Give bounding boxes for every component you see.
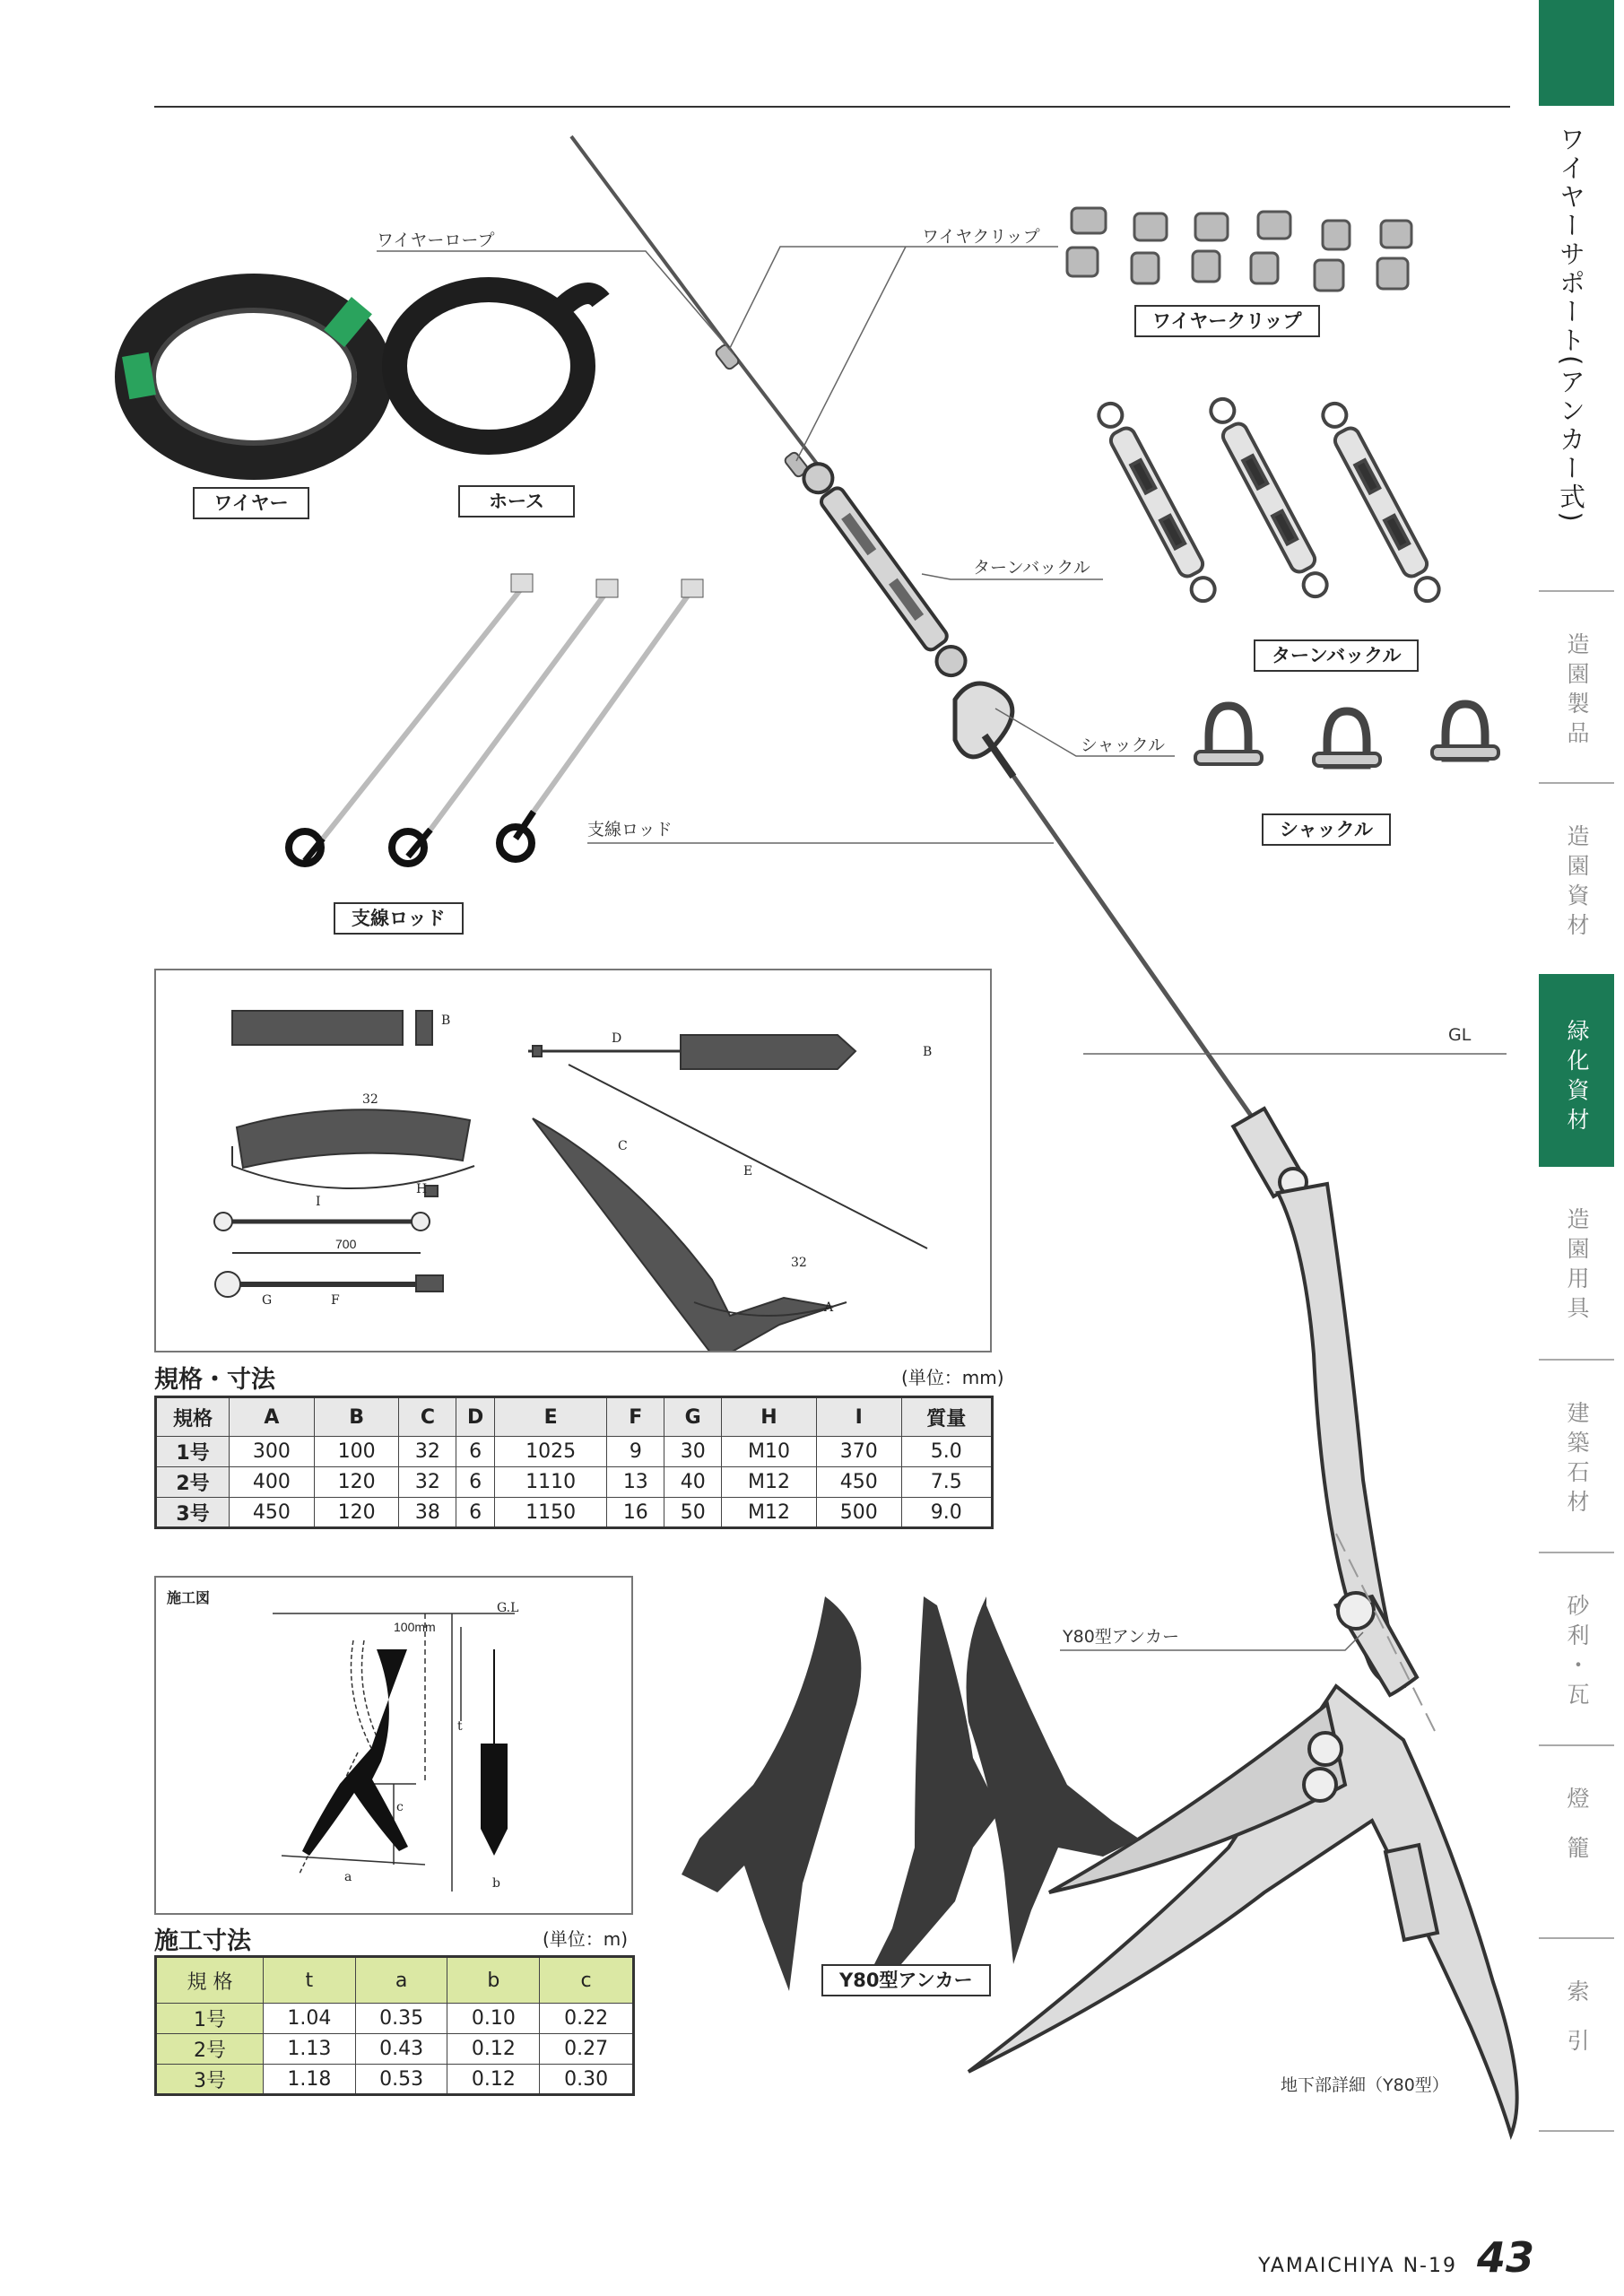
spec-cell: 500 xyxy=(816,1498,901,1528)
spec-cell: 450 xyxy=(816,1467,901,1498)
spec-cell: 9 xyxy=(607,1437,664,1467)
spec-header-row xyxy=(156,1397,993,1437)
spec-cell: 1110 xyxy=(494,1467,607,1498)
y80-anchor-underground xyxy=(968,1184,1517,2135)
label-turnbuckle: ターンバックル xyxy=(1254,639,1419,672)
spec-header-cell: F xyxy=(607,1397,664,1437)
callout-gl: GL xyxy=(1448,1025,1472,1045)
dim-h: H xyxy=(416,1182,428,1196)
work-cell: 0.27 xyxy=(540,2034,634,2065)
dim-f: F xyxy=(331,1293,340,1308)
spec-cell: 1150 xyxy=(494,1498,607,1528)
spec-header-cell: C xyxy=(399,1397,456,1437)
label-guy-rod: 支線ロッド xyxy=(334,902,464,935)
dimension-drawing xyxy=(156,970,990,1351)
spec-table xyxy=(154,1396,994,1529)
spec-cell: 13 xyxy=(607,1467,664,1498)
dimension-drawing-panel xyxy=(154,969,992,1352)
spec-cell: 32 xyxy=(399,1467,456,1498)
construction-drawing xyxy=(156,1578,631,1913)
spec-cell: M12 xyxy=(722,1498,817,1528)
wire-coil-photo xyxy=(122,291,375,462)
spec-cell: 1025 xyxy=(494,1437,607,1467)
spec-cell: 32 xyxy=(399,1437,456,1467)
work-table xyxy=(154,1955,635,2096)
work-cell: 0.43 xyxy=(355,2034,447,2065)
dim-b-2: B xyxy=(923,1045,933,1059)
work-cell: 0.53 xyxy=(355,2065,447,2095)
spec-cell: M12 xyxy=(722,1467,817,1498)
spec-header-cell: A xyxy=(230,1397,315,1437)
dim-a: A xyxy=(824,1300,834,1315)
work-cell: 0.10 xyxy=(447,2004,540,2034)
work-title: 施工寸法 xyxy=(154,1927,251,1955)
construction-diagram-title: 施工図 xyxy=(167,1589,211,1606)
spec-cell: 300 xyxy=(230,1437,315,1467)
work-cell: 1号 xyxy=(156,2004,264,2034)
table-row xyxy=(156,1498,993,1528)
spec-cell: M10 xyxy=(722,1437,817,1467)
label-wire: ワイヤー xyxy=(193,487,309,519)
spec-cell: 400 xyxy=(230,1467,315,1498)
spec-cell: 50 xyxy=(664,1498,722,1528)
spec-cell: 450 xyxy=(230,1498,315,1528)
work-header-cell: a xyxy=(355,1957,447,2004)
callout-shackle: シャックル xyxy=(1081,735,1166,755)
label-shackle: シャックル xyxy=(1262,813,1391,846)
spec-cell: 2号 xyxy=(156,1467,230,1498)
tab-ryokuka-shizai[interactable]: 緑化資材 xyxy=(1539,974,1614,1167)
wire-clips-photo xyxy=(1067,208,1411,291)
caption-underground-detail: 地下部詳細（Y80型） xyxy=(1281,2075,1449,2095)
page-footer xyxy=(1258,2233,1534,2282)
y80-anchors-photo xyxy=(682,1596,1139,1991)
spec-header-cell: 質量 xyxy=(901,1397,992,1437)
label-y80-anchor: Y80型アンカー xyxy=(821,1964,991,1996)
dim-32-a: 32 xyxy=(362,1092,378,1107)
work-cell: 0.12 xyxy=(447,2034,540,2065)
spec-unit: (単位：mm) xyxy=(901,1367,1004,1388)
work-header-cell: c xyxy=(540,1957,634,2004)
tab-zouen-shizai[interactable]: 造園資材 xyxy=(1564,824,1590,943)
dim-e: E xyxy=(743,1164,753,1178)
spec-cell: 370 xyxy=(816,1437,901,1467)
spec-cell: 120 xyxy=(314,1467,399,1498)
construction-c: c xyxy=(396,1800,404,1814)
hose-photo xyxy=(395,290,601,442)
work-cell: 0.35 xyxy=(355,2004,447,2034)
work-header-cell: 規 格 xyxy=(156,1957,264,2004)
work-cell: 0.12 xyxy=(447,2065,540,2095)
work-header-row xyxy=(156,1957,634,2004)
spec-cell: 120 xyxy=(314,1498,399,1528)
spec-cell: 7.5 xyxy=(901,1467,992,1498)
callout-wire-rope: ワイヤーロープ xyxy=(377,230,495,250)
spec-cell: 9.0 xyxy=(901,1498,992,1528)
construction-a: a xyxy=(344,1870,352,1884)
construction-diagram-panel xyxy=(154,1576,633,1915)
table-row xyxy=(156,1467,993,1498)
spec-cell: 5.0 xyxy=(901,1437,992,1467)
spec-header-cell: H xyxy=(722,1397,817,1437)
spec-header-cell: G xyxy=(664,1397,722,1437)
table-row xyxy=(156,1437,993,1467)
spec-cell: 30 xyxy=(664,1437,722,1467)
spec-header-cell: I xyxy=(816,1397,901,1437)
spec-title: 規格・寸法 xyxy=(154,1366,275,1394)
tab-jari-kawara[interactable]: 砂利・瓦 xyxy=(1564,1594,1590,1712)
work-header-cell: b xyxy=(447,1957,540,2004)
work-unit: (単位：m) xyxy=(543,1928,629,1950)
spec-cell: 6 xyxy=(456,1498,494,1528)
section-title: ワイヤーサポート(アンカー式) xyxy=(1556,126,1586,525)
spec-header-cell: 規格 xyxy=(156,1397,230,1437)
shackles-photo xyxy=(1195,704,1498,766)
work-header-cell: t xyxy=(264,1957,356,2004)
work-cell: 3号 xyxy=(156,2065,264,2095)
work-cell: 2号 xyxy=(156,2034,264,2065)
tab-zouen-yougu[interactable]: 造園用具 xyxy=(1564,1207,1590,1326)
spec-cell: 40 xyxy=(664,1467,722,1498)
footer-brand: YAMAICHIYA N-19 xyxy=(1258,2255,1457,2277)
spec-cell: 6 xyxy=(456,1437,494,1467)
dim-32-b: 32 xyxy=(791,1256,807,1270)
callout-turnbuckle: ターンバックル xyxy=(973,558,1090,578)
table-row xyxy=(156,2004,634,2034)
turnbuckles-photo xyxy=(1094,395,1444,605)
spec-cell: 6 xyxy=(456,1467,494,1498)
spec-cell: 100 xyxy=(314,1437,399,1467)
label-wire-clip: ワイヤークリップ xyxy=(1134,305,1320,337)
dim-g: G xyxy=(262,1293,273,1308)
construction-gl: G.L xyxy=(497,1601,519,1615)
construction-b: b xyxy=(492,1876,500,1891)
turnbuckle-illustration xyxy=(798,458,971,682)
shackle-illustration xyxy=(955,683,1013,777)
page-number: 43 xyxy=(1476,2233,1534,2282)
anchor-rod xyxy=(1233,1109,1307,1196)
construction-100mm: 100mm xyxy=(394,1620,436,1634)
dim-i: I xyxy=(316,1195,321,1209)
work-cell: 1.13 xyxy=(264,2034,356,2065)
dim-d: D xyxy=(612,1031,622,1046)
dim-b-1: B xyxy=(441,1013,451,1028)
spec-cell: 16 xyxy=(607,1498,664,1528)
work-cell: 0.30 xyxy=(540,2065,634,2095)
table-row xyxy=(156,2034,634,2065)
tab-tourou[interactable]: 燈籠 xyxy=(1564,1787,1590,1885)
work-cell: 1.04 xyxy=(264,2004,356,2034)
spec-header-cell: E xyxy=(494,1397,607,1437)
dim-700: 700 xyxy=(335,1237,357,1251)
callout-y80-anchor: Y80型アンカー xyxy=(1063,1627,1180,1647)
spec-cell: 1号 xyxy=(156,1437,230,1467)
table-row xyxy=(156,2065,634,2095)
spec-header-cell: B xyxy=(314,1397,399,1437)
work-cell: 1.18 xyxy=(264,2065,356,2095)
construction-t: t xyxy=(457,1719,463,1734)
spec-cell: 38 xyxy=(399,1498,456,1528)
tab-sakuin[interactable]: 索引 xyxy=(1564,1979,1590,2078)
label-hose: ホース xyxy=(458,485,575,517)
tab-kenchiku-sekizai[interactable]: 建築石材 xyxy=(1564,1401,1590,1519)
tab-zouen-seihin[interactable]: 造園製品 xyxy=(1564,632,1590,751)
work-cell: 0.22 xyxy=(540,2004,634,2034)
spec-cell: 3号 xyxy=(156,1498,230,1528)
callout-wire-clip: ワイヤクリップ xyxy=(922,227,1040,247)
spec-header-cell: D xyxy=(456,1397,494,1437)
callout-guy-rod: 支線ロッド xyxy=(587,820,673,839)
dim-c: C xyxy=(618,1139,628,1153)
